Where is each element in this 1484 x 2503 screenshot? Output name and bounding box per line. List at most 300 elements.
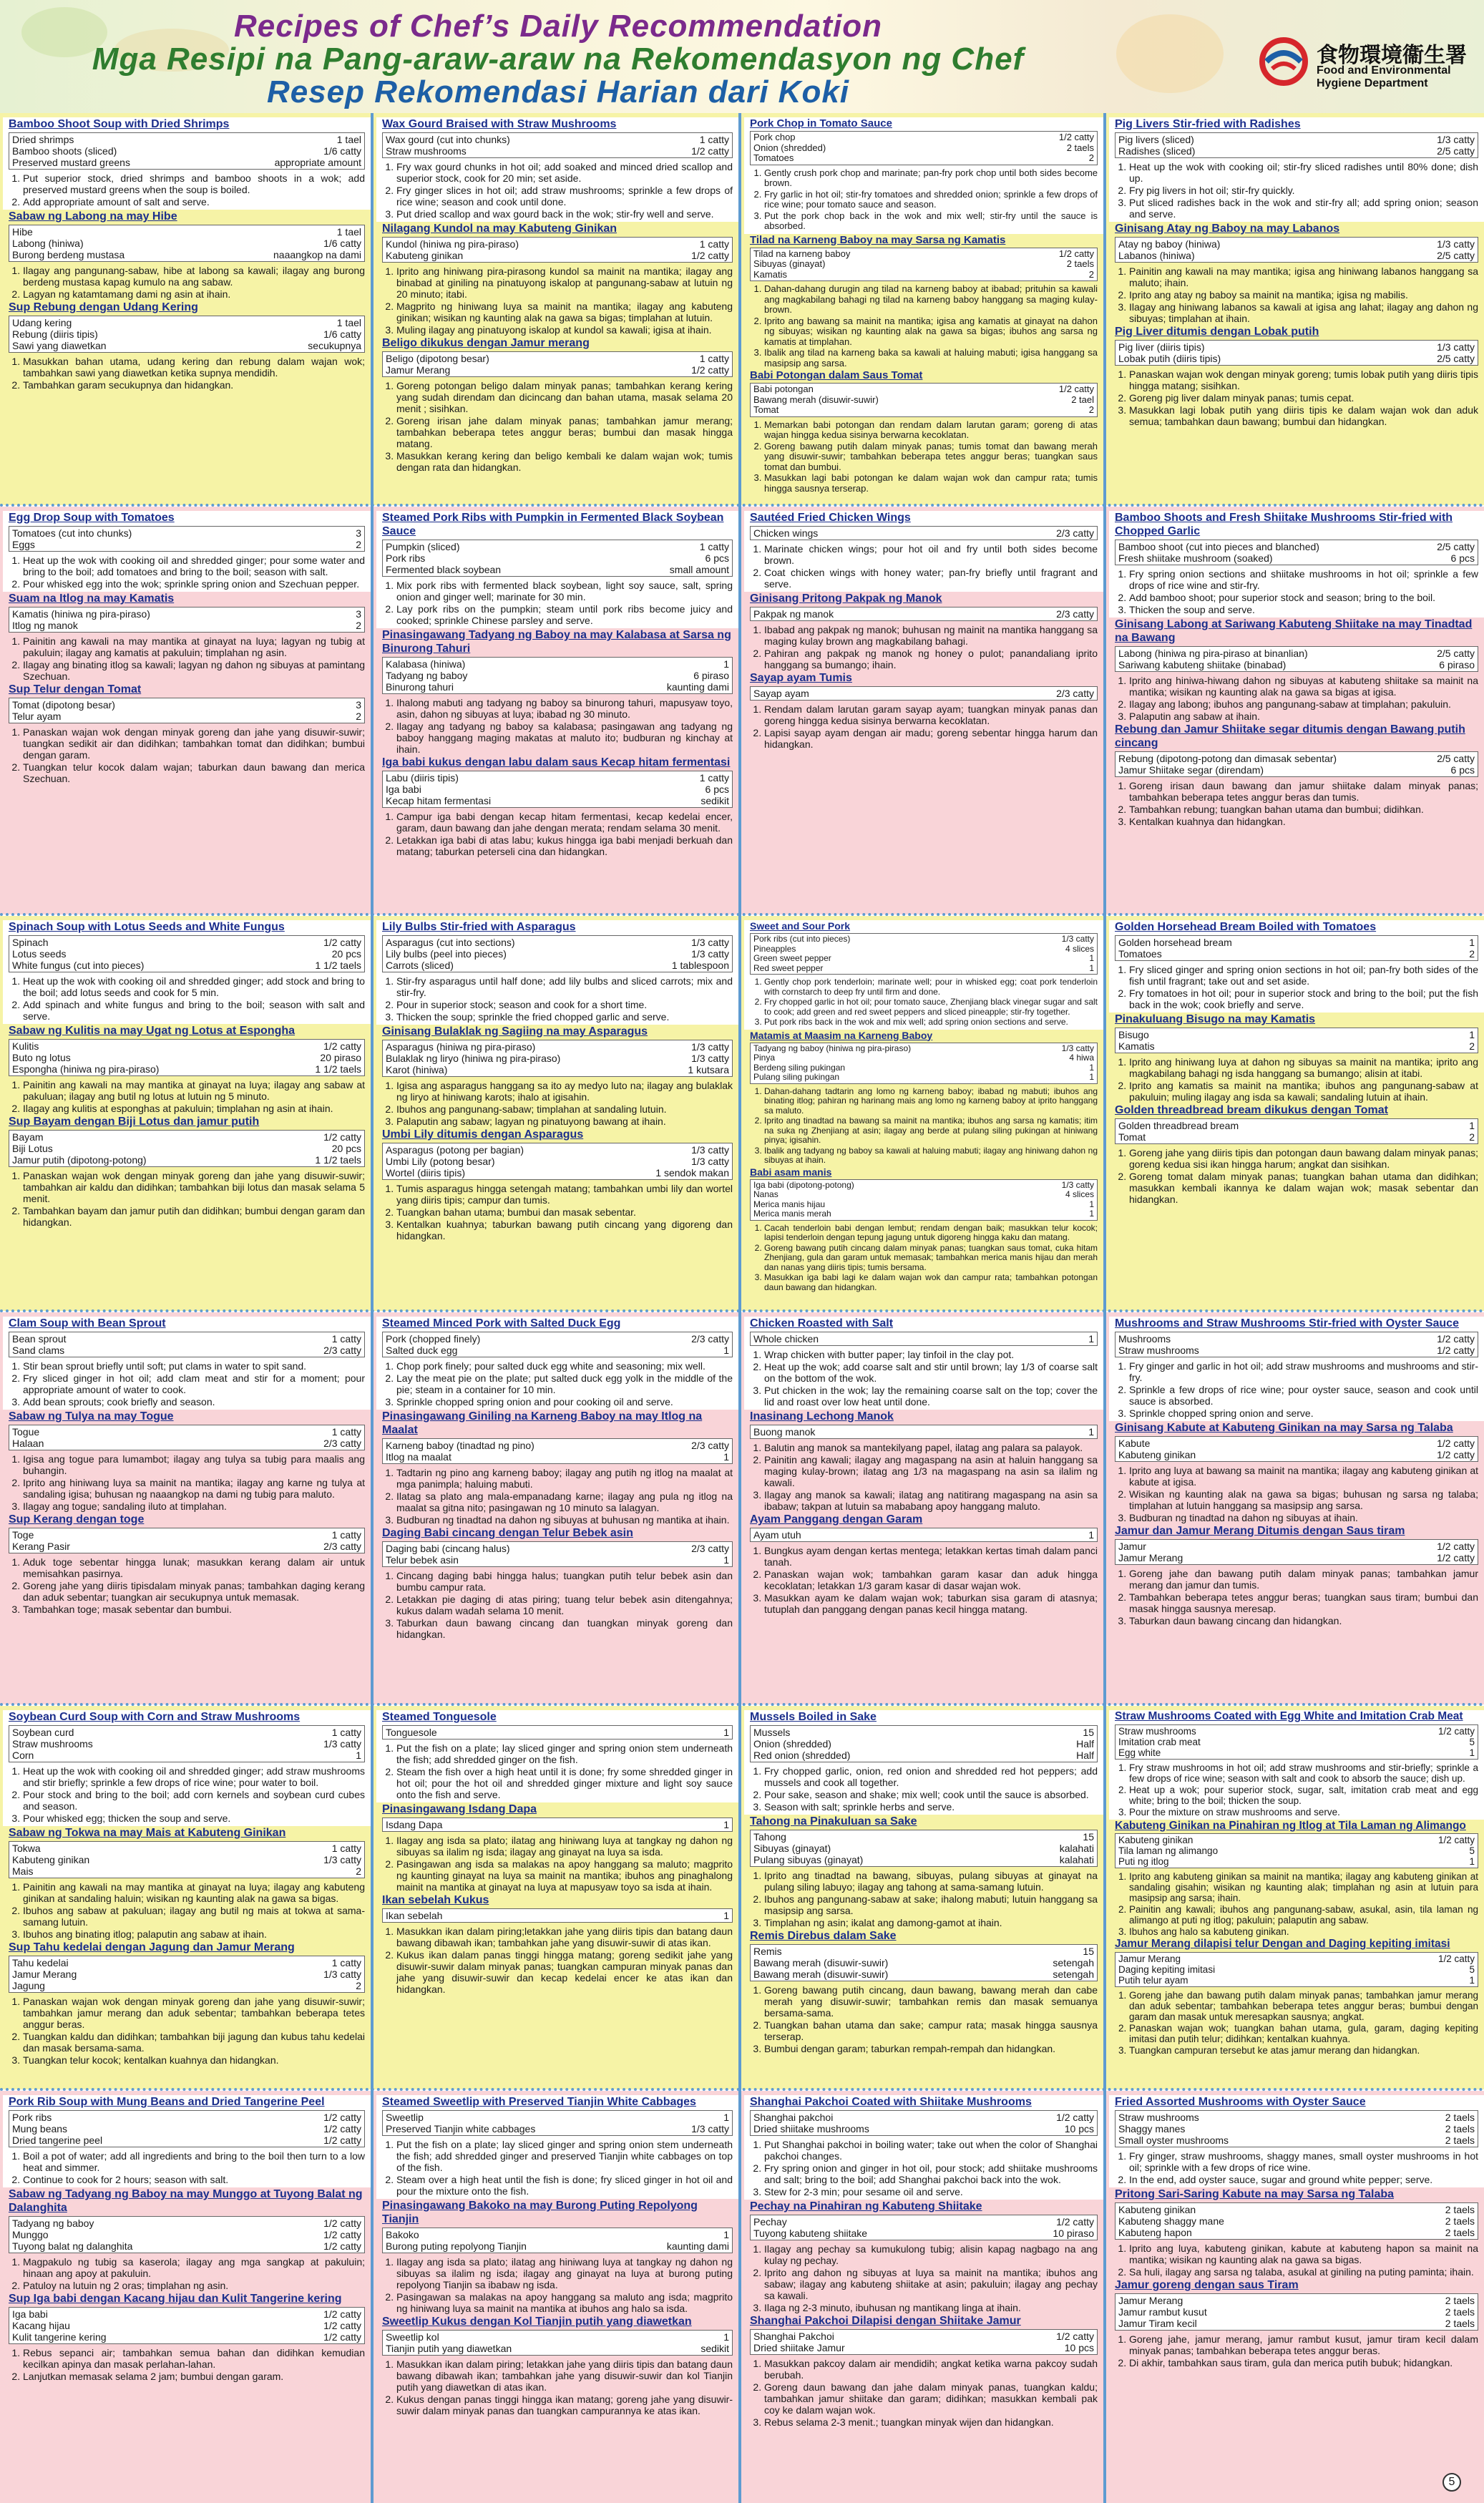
ingredient-name: Asparagus (cut into sections): [386, 937, 515, 948]
ingredient-name: Chicken wings: [753, 527, 819, 539]
ingredient-row: [386, 2240, 729, 2252]
ingredient-name: Kabuteng shaggy mane: [1118, 2215, 1224, 2227]
recipe-step: 2. Fry chopped garlic in hot oil; pour tomato sauce, Zhenjiang black vinegar sugar and salt to cook; add green and red sweet peppers and sliced pineapple; stir-fry together.: [764, 997, 1098, 1017]
fruit-decoration: [1116, 14, 1224, 93]
recipe: [9, 1115, 365, 1228]
ingredient-name: Sibuyas (ginayat): [753, 1843, 831, 1854]
ingredient-row: [1118, 2123, 1475, 2134]
ingredient-name: Tilad na karneng baboy: [753, 248, 851, 259]
recipe-steps: [9, 356, 365, 391]
recipe: [382, 2199, 733, 2314]
recipe-title: Sup Telur dengan Tomat: [9, 683, 142, 696]
ingredient-name: Dried shiitake Jamur: [753, 2342, 845, 2353]
recipe-title: Pig Liver ditumis dengan Lobak putih: [1115, 326, 1319, 338]
recipe-row: [0, 507, 1484, 914]
ingredient-name: Buto ng lotus: [12, 1052, 71, 1063]
ingredient-name: Nanas: [753, 1189, 778, 1199]
recipe-step: 1. Goreng jahe, jamur merang, jamur rambut kusut, jamur tiram kecil dalam minyak panas; tambahkan beberapa tetes anggur beras.: [1129, 2333, 1478, 2356]
ingredient-row: [12, 1854, 361, 1865]
ingredient-amount: 1/2 catty: [691, 364, 729, 376]
recipe-step: 3. Ibalik ang tilad na karneng baka sa kawali at haluing mabuti; igisa hanggang sa masipsip ang sarsa.: [764, 348, 1098, 369]
recipe: [382, 1526, 733, 1640]
recipe-steps: [1115, 1990, 1478, 2056]
ingredient-row: [753, 1946, 1094, 1957]
recipe: [376, 1710, 738, 1802]
recipe-title: Babi Potongan dalam Saus Tomat: [750, 369, 923, 381]
ingredient-amount: kalahati: [1059, 1854, 1094, 1865]
ingredient-amount: 1: [723, 658, 729, 670]
recipe-steps: [382, 2256, 733, 2314]
recipe-step: 2. Tuangkan telur kocok dalam wajan; taburkan daun bawang dan merica Szechuan.: [23, 761, 365, 784]
ingredient-name: Straw mushrooms: [1118, 1345, 1199, 1356]
recipe-cell: [3, 2094, 371, 2502]
ingredient-amount: 2 taels: [1445, 2123, 1475, 2134]
recipe-step: 2. Iprito ang atay ng baboy sa mainit na mantika; igisa ng mabilis.: [1129, 289, 1478, 301]
recipe: [1115, 1524, 1478, 1626]
ingredient-row: [1118, 541, 1475, 552]
recipe: [9, 1410, 365, 1512]
recipe-title: Ginisang Kabute at Kabuteng Ginikan na may Sarsa ng Talaba: [1115, 1422, 1453, 1434]
recipe-step: 3. Put the pork chop back in the wok and mix well; stir-fry until the sauce is absorbed.: [764, 211, 1098, 232]
recipe-step: 3. Sprinkle chopped spring onion and serve.: [1129, 1407, 1478, 1419]
ingredient-row: [386, 1440, 729, 1451]
recipe-steps: [750, 703, 1098, 750]
ingredient-amount: 10 pcs: [1064, 2123, 1094, 2134]
recipe-title: Wax Gourd Braised with Straw Mushrooms: [382, 118, 617, 130]
ingredient-name: Golden threadbread bream: [1118, 1120, 1239, 1131]
recipe-step: 2. Lay pork ribs on the pumpkin; steam until pork ribs become juicy and cooked; sprinkle Chinese parsley and serve.: [396, 603, 733, 626]
ingredient-name: Hibe: [12, 226, 33, 238]
recipe-step: 2. Pasingawan sa malakas na apoy hanggang sa maluto ang isda; magprito ng hiniwang luya sa mainit na mantika at ibuhos ang halo sa isda.: [396, 2291, 733, 2314]
recipe: [3, 117, 371, 210]
recipe-step: 2. Letakkan pie daging di atas piring; tuang telur bebek asin ditengahnya; kukus dalam wadah selama 10 menit.: [396, 1594, 733, 1616]
ingredient-row: [12, 711, 361, 722]
ingredient-row: [1118, 2134, 1475, 2146]
page-number: 5: [1442, 2473, 1461, 2492]
recipe-steps: [9, 975, 365, 1022]
recipe-step: 1. Stir-fry asparagus until half done; add lily bulbs and sliced carrots; mix and stir-fry.: [396, 975, 733, 998]
recipe: [1109, 511, 1484, 618]
ingredient-amount: 2/5 catty: [1437, 353, 1475, 364]
ingredient-row: [753, 1209, 1094, 1219]
recipe-step: 1. Cacah tenderloin babi dengan lembut; rendam dengan baik; masukkan telur kocok; lapisi tenderloin dengan tepung jagung untuk digoreng hingga kaku dan matang.: [764, 1224, 1098, 1243]
recipe-title: Golden threadbread bream dikukus dengan Tomat: [1115, 1104, 1388, 1116]
recipe-title: Sabaw ng Tokwa na may Mais at Kabuteng Ginikan: [9, 1827, 286, 1839]
recipe-step: 3. Thicken the soup and serve.: [1129, 604, 1478, 615]
recipe-title: Tahong na Pinakuluan sa Sake: [750, 1815, 917, 1828]
recipe-steps: [9, 2150, 365, 2185]
ingredient-name: Tuyong kabuteng shiitake: [753, 2228, 868, 2239]
ingredient-amount: 1/3 catty: [323, 1968, 361, 1980]
recipe-steps: [9, 172, 365, 208]
recipe: [1115, 1938, 1478, 2056]
recipe-step: 2. Ilatag sa plato ang mala-empanadang karne; ilagay ang pula ng itlog na maalat sa gitna nito; pasingawan ng 10 minuto sa lalagyan.: [396, 1490, 733, 1513]
recipe: [750, 2200, 1098, 2313]
ingredient-amount: 1: [1469, 1120, 1475, 1131]
ingredient-list: [750, 1528, 1098, 1542]
recipe-step: 3. Taburkan daun bawang cincang dan hidangkan.: [1129, 1615, 1478, 1626]
ingredient-amount: 6 piraso: [693, 670, 729, 681]
recipe-step: 2. Lagyan ng katamtamang dami ng asin at ihain.: [23, 288, 365, 300]
ingredient-row: [12, 960, 361, 971]
ingredient-name: Sweetlip kol: [386, 2331, 439, 2343]
recipe-title: Pinasingawang Isdang Dapa: [382, 1803, 537, 1815]
ingredient-name: Pork (chopped finely): [386, 1333, 481, 1345]
ingredient-amount: 1: [1089, 1199, 1094, 1209]
ingredient-row: [1118, 238, 1475, 250]
ingredient-row: [12, 134, 361, 145]
recipe-step: 1. Fry chopped garlic, onion, red onion and shredded red hot peppers; add mussels and cook all together.: [764, 1765, 1098, 1788]
ingredient-row: [1118, 2227, 1475, 2238]
ingredient-row: [386, 1041, 729, 1053]
ingredient-list: [382, 2110, 733, 2136]
recipe-title: Sabaw ng Tadyang ng Baboy na may Munggo at Tuyong Balat ng Dalanghita: [9, 2188, 363, 2214]
recipe-step: 1. Igisa ang asparagus hanggang sa ito ay medyo luto na; ilagay ang bulaklak ng liryo at hiniwang karots; ihalo at igisahin.: [396, 1080, 733, 1103]
ingredient-name: Sweetlip: [386, 2112, 424, 2123]
ingredient-amount: 10 piraso: [1053, 2228, 1094, 2239]
ingredient-list: [382, 2330, 733, 2356]
ingredient-row: [753, 688, 1094, 699]
ingredient-name: Itlog na maalat: [386, 1451, 451, 1463]
ingredient-amount: 1/3 catty: [323, 1854, 361, 1865]
ingredient-amount: 1/2 catty: [323, 2308, 361, 2320]
ingredient-row: [12, 1529, 361, 1541]
ingredient-row: [1118, 1333, 1475, 1345]
recipe-row: [0, 1706, 1484, 2089]
recipe-title: Nilagang Kundol na may Kabuteng Ginikan: [382, 223, 617, 235]
ingredient-amount: 2: [356, 711, 361, 722]
ingredient-name: Small oyster mushrooms: [1118, 2134, 1229, 2146]
recipe-step: 3. Kentalkan kuahnya dan hidangkan.: [1129, 816, 1478, 827]
ingredient-name: Toge: [12, 1529, 34, 1541]
ingredient-amount: 1/2 catty: [323, 1040, 361, 1052]
ingredient-name: Remis: [753, 1946, 782, 1957]
ingredient-row: [12, 1131, 361, 1143]
recipe-step: 1. Wrap chicken with butter paper; lay tinfoil in the clay pot.: [764, 1349, 1098, 1360]
recipe-steps: [9, 1556, 365, 1615]
ingredient-amount: 2/3 catty: [691, 1333, 729, 1345]
ingredient-row: [753, 1968, 1094, 1980]
recipe-steps: [382, 1080, 733, 1127]
ingredient-row: [753, 1044, 1094, 1054]
ingredient-row: [1118, 1120, 1475, 1131]
recipe-cell: [1109, 1315, 1484, 1703]
recipe-step: 3. Ilagay ang manok sa kawali; ilatag ang natitirang magaspang na asin sa ibabaw; takpan at lutuin sa mababang apoy hanggang maluto.: [764, 1489, 1098, 1512]
recipe-title: Pritong Sari-Saring Kabute na may Sarsa ng Talaba: [1115, 2188, 1395, 2200]
recipe-title: Ginisang Bulaklak ng Sagiing na may Asparagus: [382, 1025, 648, 1038]
ingredient-row: [753, 1426, 1094, 1438]
recipe-step: 2. Fry garlic in hot oil; stir-fry tomatoes and shredded onion; sprinkle a few drops of rice wine; pour tomato sauce and season.: [764, 190, 1098, 210]
ingredient-amount: 1: [1089, 953, 1094, 963]
ingredient-name: Espongha (hiniwa ng pira-piraso): [12, 1063, 160, 1075]
recipe-title: Sabaw ng Tulya na may Togue: [9, 1410, 174, 1423]
ingredient-list: [750, 686, 1098, 701]
recipe-steps: [9, 726, 365, 784]
recipe-step: 1. Goreng irisan daun bawang dan jamur shiitake dalam minyak panas; tambahkan beberapa tetes anggur beras dan tumis.: [1129, 780, 1478, 803]
ingredient-name: Sayap ayam: [753, 688, 809, 699]
ingredient-amount: 1/3 catty: [1061, 934, 1094, 944]
recipe-title: Sup Rebung dengan Udang Kering: [9, 301, 198, 313]
ingredient-name: Kabute: [1118, 1438, 1151, 1449]
recipe-step: 2. Di akhir, tambahkan saus tiram, gula dan merica putih bubuk; hidangkan.: [1129, 2357, 1478, 2368]
row-divider: [0, 1703, 1484, 1706]
recipe-title: Sayap ayam Tumis: [750, 672, 852, 684]
recipe-title: Pork Chop in Tomato Sauce: [750, 117, 892, 130]
recipe-cell: [744, 116, 1103, 504]
ingredient-amount: 1 sendok makan: [655, 1167, 729, 1179]
recipe-step: 2. Fry ginger slices in hot oil; add straw mushrooms; sprinkle a few drops of rice wine; season and cook until done.: [396, 185, 733, 208]
ingredient-row: [386, 2331, 729, 2343]
recipe-title: Sup Tahu kedelai dengan Jagung dan Jamur Merang: [9, 1941, 295, 1953]
ingredient-list: [1115, 935, 1478, 961]
ingredient-list: [9, 1039, 365, 1076]
ingredient-list: [9, 316, 365, 353]
recipe-steps: [1115, 568, 1478, 615]
ingredient-row: [12, 1750, 361, 1761]
ingredient-amount: 1: [723, 2331, 729, 2343]
recipe-step: 2. Add bamboo shoot; pour superior stock and season; bring to the boil.: [1129, 592, 1478, 603]
ingredient-list: [9, 935, 365, 972]
ingredient-amount: 6 pcs: [705, 784, 729, 795]
ingredient-amount: 20 pcs: [331, 1143, 361, 1154]
ingredient-amount: 2/5 catty: [1437, 250, 1475, 261]
ingredient-amount: 1/3 catty: [1437, 134, 1475, 145]
recipe-step: 2. Pasingawan ang isda sa malakas na apoy hanggang sa maluto; magprito ng kaunting ginayat na luya sa mainit na mantika; ibuhos ang pinaghalong mainit na mantika at ginayat na luya at mapusyaw toyo sa isda at ihain.: [396, 1858, 733, 1893]
ingredient-amount: 1/2 catty: [1056, 2216, 1094, 2228]
ingredient-row: [12, 2240, 361, 2252]
ingredient-amount: 2/5 catty: [1437, 541, 1475, 552]
recipe-cell: [376, 116, 738, 504]
recipe-title: Bamboo Shoot Soup with Dried Shrimps: [9, 118, 230, 130]
ingredient-list: [382, 1332, 733, 1357]
recipe-step: 3. Put pork ribs back in the wok and mix well; add spring onion sections and serve.: [764, 1018, 1098, 1028]
ingredient-row: [753, 1181, 1094, 1191]
ingredient-list: [9, 607, 365, 633]
ingredient-name: Onion (shredded): [753, 142, 826, 153]
recipe-title: Pinasingawang Tadyang ng Baboy na may Kalabasa at Sarsa ng Binurong Tahuri: [382, 629, 731, 655]
recipe-steps: [1115, 2150, 1478, 2185]
ingredient-name: Tomat: [753, 404, 779, 415]
recipe-step: 1. Iprito ang hiniwang luya at dahon ng sibuyas sa mainit na mantika; iprito ang magkabilang bahagi ng isda hanggang sa bumango; alisin at itabi.: [1129, 1056, 1478, 1079]
recipe-cell: [376, 1315, 738, 1703]
ingredient-amount: 1/3 catty: [691, 1053, 729, 1064]
recipe-step: 2. Add appropriate amount of salt and serve.: [23, 196, 365, 208]
recipe-cell: [744, 509, 1103, 913]
ingredient-amount: Half: [1076, 1750, 1094, 1761]
recipe-step: 2. Patuloy na lutuin ng 2 oras; timplahan ng asin.: [23, 2280, 365, 2291]
recipe: [3, 511, 371, 592]
ingredient-row: [1118, 1975, 1475, 1986]
ingredient-list: [750, 383, 1098, 417]
ingredient-amount: 1/6 catty: [323, 145, 361, 157]
ingredient-row: [753, 1831, 1094, 1843]
recipe-steps: [1115, 265, 1478, 324]
recipe-steps: [750, 977, 1098, 1028]
ingredient-name: Bisugo: [1118, 1029, 1149, 1040]
recipe-step: 1. Ibabad ang pakpak ng manok; buhusan ng mainit na mantika hanggang sa maging kulay brown ang magkabilang bahagi.: [764, 624, 1098, 647]
recipe-title: Suam na Itlog na may Kamatis: [9, 592, 175, 605]
ingredient-list: [382, 1908, 733, 1923]
recipe-step: 1. Panaskan wajan wok dengan minyak goreng dan jahe yang disuwir-suwir; tambahkan air kaldu dan didihkan; tambahkan biji lotus dan masak selama 5 menit.: [23, 1170, 365, 1204]
ingredient-name: Daging kepiting imitasi: [1118, 1963, 1216, 1975]
ingredient-row: [386, 795, 729, 806]
ingredient-name: Straw mushrooms: [386, 145, 467, 157]
ingredient-list: [382, 2228, 733, 2253]
ingredient-name: Atay ng baboy (hiniwa): [1118, 238, 1221, 250]
ingredient-name: Tadyang ng baboy: [12, 2217, 94, 2229]
recipe-step: 2. Goreng pig liver dalam minyak panas; tumis cepat.: [1129, 392, 1478, 404]
recipe-steps: [9, 265, 365, 300]
ingredient-row: [12, 1738, 361, 1750]
recipe-step: 1. Stir bean sprout briefly until soft; put clams in water to spit sand.: [23, 1360, 365, 1372]
ingredient-amount: 5: [1469, 1963, 1475, 1975]
ingredient-name: Shanghai Pakchoi: [753, 2331, 834, 2342]
recipe-step: 1. Put the fish on a plate; lay sliced ginger and spring onion stem underneath the fish; add shredded ginger and preserved Tianjin white cabbages on top of the fish.: [396, 2139, 733, 2173]
recipe-step: 2. Fry spring onion and ginger in hot oil, pour stock; add shiitake mushrooms and salt; bring to the boil; add Shanghai pakchoi back into the wok.: [764, 2162, 1098, 2185]
recipe-step: 3. Ilagay ang hiniwang labanos sa kawali at igisa ang lahat; ilagay ang dahon ng sibuyas; timplahan at ihain.: [1129, 301, 1478, 324]
ingredient-name: Fermented black soybean: [386, 564, 502, 575]
recipe-step: 2. Pour stock and bring to the boil; add corn kernels and soybean curd cubes and season.: [23, 1789, 365, 1812]
recipe: [744, 2095, 1103, 2200]
ingredient-name: Kabuteng ginikan: [12, 1854, 90, 1865]
recipe-step: 1. Boil a pot of water; add all ingredients and bring to the boil then turn to a low heat and simmer.: [23, 2150, 365, 2173]
recipe-steps: [750, 1087, 1098, 1166]
recipe: [3, 1710, 371, 1826]
recipe-step: 3. Timplahan ng asin; ikalat ang damong-gamot at ihain.: [764, 1917, 1098, 1928]
ingredient-name: Pig liver (diiris tipis): [1118, 341, 1205, 353]
recipe-step: 2. Iprito ang bawang sa mainit na mantika; igisa ang kamatis at ginayat na dahon ng sibuyas; wisikan ng kaunting alak na gawa sa bigas; ibuhos ang sarsa ng kamatis at timplahan.: [764, 316, 1098, 348]
recipe: [382, 222, 733, 336]
ingredient-amount: 10 pcs: [1064, 2342, 1094, 2353]
recipe-cell: [3, 919, 371, 1309]
ingredient-list: [382, 351, 733, 377]
recipe: [750, 1929, 1098, 2054]
recipe-title: Bamboo Shoots and Fresh Shiitake Mushrooms Stir-fried with Chopped Garlic: [1115, 512, 1453, 537]
recipe-steps: [9, 2256, 365, 2291]
recipe-step: 2. Kukus dengan panas tinggi hingga ikan matang; goreng jahe yang disuwir-suwir dalam minyak panas dan tuangkan campurannya ke atas ikan.: [396, 2394, 733, 2416]
recipe-step: 2. Sa huli, ilagay ang sarsa ng talaba, asukal at giniling na puting paminta; ihain.: [1129, 2266, 1478, 2278]
recipe: [9, 1941, 365, 2066]
ingredient-amount: secukupnya: [308, 340, 361, 351]
recipe-title: Ginisang Atay ng Baboy na may Labanos: [1115, 223, 1340, 235]
ingredient-row: [12, 1957, 361, 1968]
recipe: [750, 1815, 1098, 1928]
ingredient-row: [753, 2331, 1094, 2342]
ingredient-list: [9, 526, 365, 552]
recipe-steps: [1115, 2243, 1478, 2278]
ingredient-row: [386, 1819, 729, 1830]
ingredient-amount: 2 taels: [1445, 2306, 1475, 2318]
recipe-step: 2. Add spinach and white fungus and bring to the boil; season with salt and serve.: [23, 999, 365, 1022]
recipe: [382, 1025, 733, 1127]
ingredient-name: Soybean curd: [12, 1727, 74, 1738]
recipe: [750, 369, 1098, 494]
recipe-step: 2. Goreng jahe yang diiris tipisdalam minyak panas; tambahkan daging kerang dan aduk sebentar; tuangkan air secukupnya untuk memasak.: [23, 1580, 365, 1603]
ingredient-amount: 1/2 catty: [1437, 1333, 1475, 1345]
recipe-step: 1. Tadtarin ng pino ang karneng baboy; ilagay ang putih ng itlog na maalat at mga panimpla; haluing mabuti.: [396, 1467, 733, 1490]
recipe-title: Iga babi kukus dengan labu dalam saus Kecap hitam fermentasi: [382, 756, 731, 769]
ingredient-amount: 1 catty: [699, 353, 729, 364]
ingredient-amount: 1/2 catty: [1437, 1725, 1475, 1737]
ingredient-amount: 1/2 catty: [323, 1131, 361, 1143]
recipe: [750, 1513, 1098, 1615]
ingredient-amount: 6 pcs: [1450, 552, 1475, 564]
ingredient-row: [12, 1052, 361, 1063]
ingredient-name: Preserved mustard greens: [12, 157, 130, 168]
ingredient-amount: 1: [1089, 1062, 1094, 1073]
ingredient-row: [12, 1345, 361, 1356]
ingredient-row: [12, 1154, 361, 1166]
ingredient-list: [9, 132, 365, 170]
recipe: [1115, 325, 1478, 427]
ingredient-name: Jamur Merang: [1118, 2295, 1183, 2306]
recipe-step: 1. Iprito ang kabuteng ginikan sa mainit na mantika; ilagay ang kabuteng ginikan at sandaling gisahin; wisikan ng kaunting alak; timplahan ng asin at lutuin para masipsip ang sarsa; ihain.: [1129, 1871, 1478, 1903]
recipe: [744, 920, 1103, 1030]
title-filipino: Mga Resipi na Pang-araw-araw na Rekomendasyon ng Chef: [92, 42, 1025, 77]
ingredient-row: [386, 948, 729, 960]
ingredient-amount: 6 pcs: [705, 552, 729, 564]
ingredient-list: [382, 1438, 733, 1464]
recipe-steps: [9, 2347, 365, 2382]
ingredient-row: [12, 1438, 361, 1449]
ingredient-amount: 1/2 catty: [1056, 2112, 1094, 2123]
ingredient-amount: 1: [1089, 1209, 1094, 1219]
ingredient-row: [12, 328, 361, 340]
recipe-title: Mushrooms and Straw Mushrooms Stir-fried with Oyster Sauce: [1115, 1317, 1459, 1329]
recipe-step: 2. Steam over a high heat until the fish is done; fry sliced ginger in hot oil and pour the mixture onto the fish.: [396, 2174, 733, 2197]
title-english: Recipes of Chef’s Daily Recommendation: [234, 9, 882, 44]
recipe-step: 1. Dahan-dahang tadtarin ang lomo ng karneng baboy; ibabad ng mabuti; ibuhos ang binating itlog; pahiran ng harinang mais ang lomo ng karneng baboy at iprito hanggang sa maluto.: [764, 1087, 1098, 1116]
ingredient-list: [1115, 132, 1478, 158]
ingredient-name: Sariwang kabuteng shiitake (binabad): [1118, 659, 1287, 670]
ingredient-row: [1118, 2318, 1475, 2329]
ingredient-name: Pakpak ng manok: [753, 608, 834, 620]
recipe-steps: [750, 2139, 1098, 2197]
ingredient-row: [1118, 1345, 1475, 1356]
recipe: [382, 756, 733, 857]
recipe-step: 2. Continue to cook for 2 hours; season with salt.: [23, 2174, 365, 2185]
recipe-step: 1. Iprito ang hiniwang pira-pirasong kundol sa mainit na mantika; ilagay ang binabad at giniling na pinatuyong iskalop at pangunang-sabaw at lutuin ng 20 minuto; itabi.: [396, 265, 733, 300]
ingredient-row: [12, 2112, 361, 2123]
recipe-cell: [376, 919, 738, 1309]
ingredient-amount: 15: [1083, 1946, 1094, 1957]
recipe-step: 2. Iprito ang hiniwang luya sa mainit na mantika; ilagay ang karne ng tulya at sandaling igisa; buhusan ng naaangkop na dami ng tubig para maluto.: [23, 1477, 365, 1500]
ingredient-name: Wax gourd (cut into chunks): [386, 134, 510, 145]
recipe-step: 3. Tuangkan telur kocok; kentalkan kuahnya dan hidangkan.: [23, 2054, 365, 2066]
ingredient-name: Kabuteng ginikan: [1118, 1835, 1193, 1845]
ingredient-amount: setengah: [1053, 1968, 1094, 1980]
ingredient-name: Pig livers (sliced): [1118, 134, 1194, 145]
recipe-title: Spinach Soup with Lotus Seeds and White Fungus: [9, 921, 285, 933]
ingredient-amount: 2/3 catty: [323, 1345, 361, 1356]
recipe-title: Mussels Boiled in Sake: [750, 1711, 877, 1723]
ingredient-list: [9, 1130, 365, 1167]
recipe-step: 2. Heat up a wok; pour superior stock, sugar, salt, imitation crab meat and egg white; bring to the boil; thicken the soup.: [1129, 1785, 1478, 1806]
recipe-step: 3. Pour whisked egg; thicken the soup and serve.: [23, 1812, 365, 1824]
recipe-step: 2. Painitin ang kawali; ilagay ang magaspang na asin at haluin hanggang sa maging kulay-brown; ilatag ang 1/3 na magaspang na asin sa ilalim ng kawali.: [764, 1454, 1098, 1488]
ingredient-name: Spinach: [12, 937, 49, 948]
ingredient-row: [753, 608, 1094, 620]
recipe-steps: [1115, 1465, 1478, 1523]
recipe-step: 1. Rendam dalam larutan garam sayap ayam; tuangkan minyak panas dan goreng hingga kedua sisinya berwarna kecoklatan.: [764, 703, 1098, 726]
recipe-cell: [3, 116, 371, 504]
ingredient-amount: 2/3 catty: [691, 1440, 729, 1451]
ingredient-amount: 1: [1469, 1856, 1475, 1867]
ingredient-row: [12, 226, 361, 238]
ingredient-name: Dried tangerine peel: [12, 2134, 103, 2146]
ingredient-name: Jamur Merang: [1118, 1953, 1181, 1964]
recipe-steps: [382, 975, 733, 1023]
